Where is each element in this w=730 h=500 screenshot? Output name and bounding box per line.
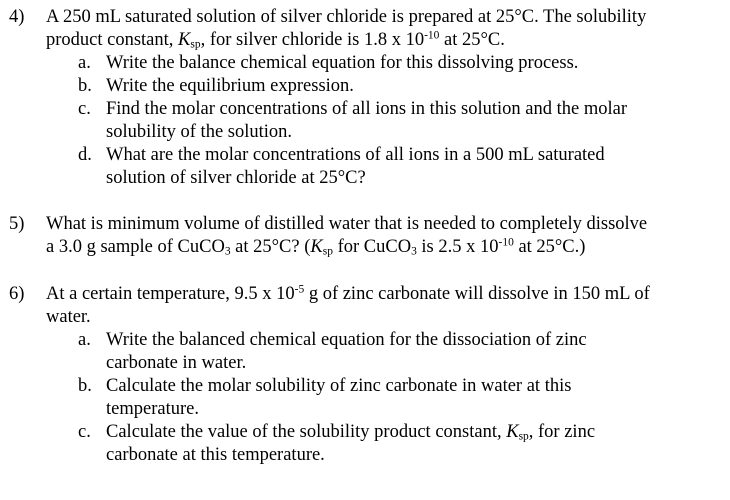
question-6-number: 6) [9, 284, 25, 304]
question-4a-letter: a. [78, 53, 91, 73]
question-4d-letter: d. [78, 145, 92, 165]
question-4d-text-line-1: What are the molar concentrations of all ions in a 500 mL saturated [106, 145, 605, 165]
question-5-line-2: a 3.0 g sample of CuCO$_3$ at 25°C? ($K_{sp}$ for CuCO$_3$ is 2.5 x $10^{-10}$ at 25°C.) [46, 236, 586, 258]
question-6b-text-line-2: temperature. [106, 399, 199, 419]
question-6-line-1: At a certain temperature, 9.5 x $10^{-5}$ g of zinc carbonate will dissolve in 150 mL of [46, 283, 650, 304]
question-6-line-2: water. [46, 307, 91, 327]
question-6a-letter: a. [78, 330, 91, 350]
question-6a-text-line-2: carbonate in water. [106, 353, 247, 373]
question-4c-text-line-2: solubility of the solution. [106, 122, 293, 142]
question-4-number: 4) [9, 7, 25, 27]
question-6b-letter: b. [78, 376, 92, 396]
question-4c-letter: c. [78, 99, 91, 119]
question-4d-text-line-2: solution of silver chloride at 25°C? [106, 168, 366, 188]
question-4b-letter: b. [78, 76, 92, 96]
question-4b-text: Write the equilibrium expression. [106, 76, 354, 96]
question-4-line-1: A 250 mL saturated solution of silver chloride is prepared at 25°C. The solubility [46, 7, 647, 27]
question-4-line-2: product constant, $K_{sp}$, for silver chloride is 1.8 x $10^{-10}$ at 25°C. [46, 29, 505, 51]
question-5-number: 5) [9, 214, 25, 234]
question-6b-text-line-1: Calculate the molar solubility of zinc carbonate in water at this [106, 376, 572, 396]
question-4c-text-line-1: Find the molar concentrations of all ions in this solution and the molar [106, 99, 627, 119]
question-6c-text-line-1: Calculate the value of the solubility product constant, $K_{sp}$, for zinc [106, 422, 596, 443]
question-6c-text-line-2: carbonate at this temperature. [106, 445, 325, 465]
question-5-line-1: What is minimum volume of distilled water that is needed to completely dissolve [46, 214, 648, 234]
question-6c-letter: c. [78, 422, 91, 442]
question-6a-text-line-1: Write the balanced chemical equation for the dissociation of zinc [106, 330, 587, 350]
question-4a-text: Write the balance chemical equation for this dissolving process. [106, 53, 579, 73]
